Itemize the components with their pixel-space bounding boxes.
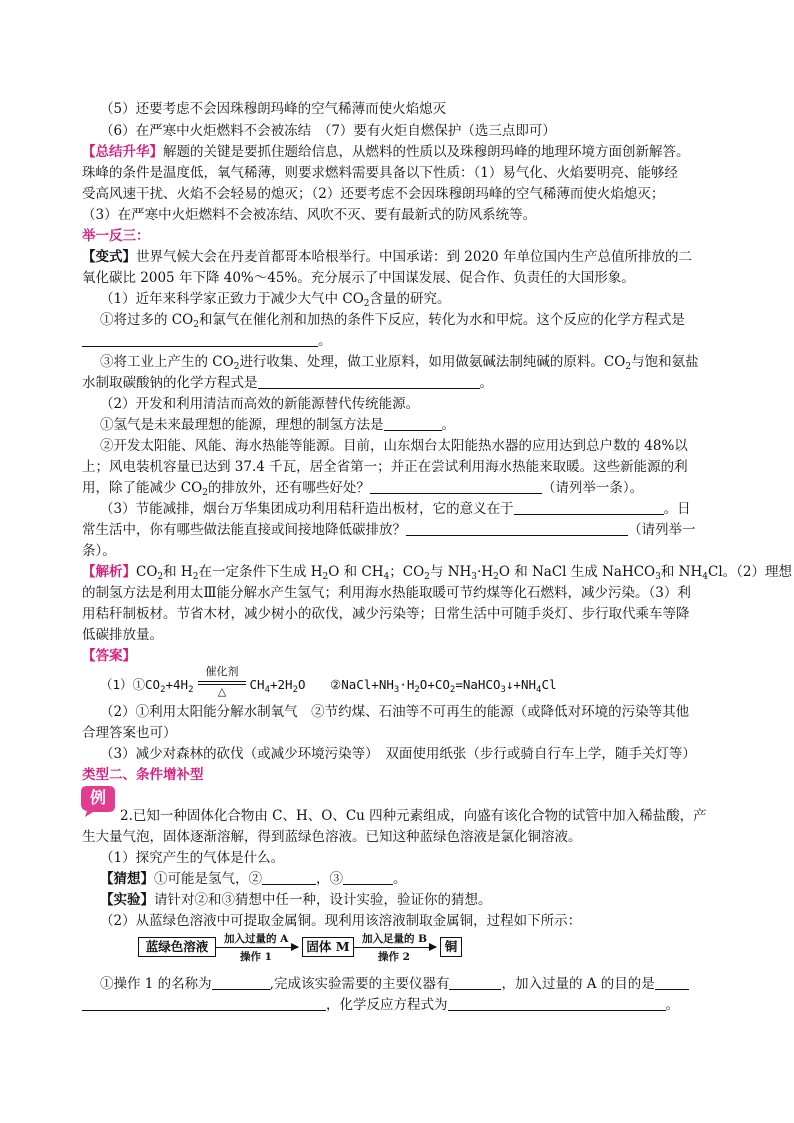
question-1-3: ③将工业上产生的 $CO_2$进行收集、处理，做工业原料，如用做氨碱法制纯碱的原料。$CO_2$与饱和氨盐 — [100, 354, 699, 372]
question-2-1: ①氢气是未来最理想的能源，理想的制氢方法是 。 — [100, 417, 455, 433]
experiment-line: 【实验】请针对②和③猜想中任一种，设计实验，验证你的猜想。 — [100, 892, 492, 908]
question-3: （3）节能减排，烟台万华集团成功利用秸秆造出板材，它的意义在于 。日 — [100, 501, 691, 517]
summary-line-4: （3）在严寒中火炬燃料不会被冻结、风吹不灭、要有最新式的防风系统等。 — [82, 207, 537, 223]
answer-2: （2）①利用太阳能分解水制氧气 ②节约煤、石油等不可再生的能源（或降低对环境的污染等其他 — [100, 704, 690, 720]
question-1-1-blank-line: 。 — [82, 331, 332, 351]
answer-2-cont: 合理答案也可） — [82, 725, 177, 741]
example-2-line-2: 生大量气泡，固体逐渐溶解，得到蓝绿色溶液。已知这种蓝绿色溶液是氯化铜溶液。 — [82, 829, 582, 845]
question-1-1: ①将过多的 $CO_2$和氯气在催化剂和加热的条件下反应，转化为水和甲烷。这个反应的化学方程式是 — [100, 312, 685, 330]
answer-blank[interactable] — [82, 332, 318, 347]
badge-text: 例 — [89, 788, 106, 807]
flow-arrow-1-label: 加入过量的 A — [224, 933, 289, 945]
answer-tag: 【答案】 — [82, 648, 136, 664]
answer-blank[interactable] — [514, 500, 664, 515]
flow-box-solid-m: 固体 M — [302, 937, 354, 957]
flow-arrow-2 — [354, 947, 436, 948]
answer-blank[interactable] — [262, 870, 316, 885]
flow-arrow-2-op: 操作 2 — [378, 951, 410, 963]
variant-line-1 — [82, 247, 692, 267]
answer-line-6-7: （6）在严寒中火炬燃料不会被冻结 （7）要有火炬自燃保护（选三点即可） — [100, 123, 556, 139]
example-2-q2: （2）从蓝绿色溶液中可提取金属铜。现利用该溶液制取金属铜，过程如下所示： — [100, 913, 582, 929]
question-2: （2）开发和利用清洁而高效的新能源替代传统能源。 — [100, 396, 420, 412]
operation-line-2: ，化学反应方程式为 。 — [82, 995, 679, 1015]
answer-blank[interactable] — [370, 479, 542, 494]
summary-text: 解题的关键是要抓住题给信息，从燃料的性质以及珠穆朗玛峰的地理环境方面创新解答。 — [163, 144, 690, 160]
analysis-line-2: 的制氢方法是利用太Ⅲ能分解水产生氢气；利用海水热能取暖可节约煤等化石燃料，减少污染。（3）利 — [82, 585, 691, 601]
analysis-line-1: 【解析】$CO_2$和 $H_2$在一定条件下生成 $H_2O$ 和 $CH_4$；$CO_2$与 $NH_3\cdot H_2O$ 和 NaCl 生成 NaHCO$_3$和 $NH_4Cl$。（2）理想 — [82, 564, 792, 582]
variant-line-2: 氧化碳比 2005 年下降 40%～45%。充分展示了中国谋发展、促合作、负责任的大国形象。 — [82, 270, 635, 286]
flow-box-solution: 蓝绿色溶液 — [138, 937, 216, 957]
summary-line-2: 珠峰的条件是温度低，氧气稀薄，则要求燃料需要具备以下性质：（1）易气化、火焰要明亮、能够经 — [82, 165, 678, 181]
question-1-3-cont: 水制取碳酸钠的化学方程式是 。 — [82, 375, 493, 391]
guess-line: 【猜想】①可能是氢气，② ，③ 。 — [100, 871, 407, 887]
answer-blank[interactable] — [258, 374, 480, 389]
answer-equation-2: $②NaCl+NH_3\cdot H_2O+CO_2=NaHCO_3↓+NH_4Cl$ — [330, 677, 557, 695]
answer-blank[interactable] — [212, 975, 270, 990]
answer-blank[interactable] — [406, 521, 628, 536]
summary-line-3: 受高风速干扰、火焰不会轻易的熄灭；（2）还要考虑不会因珠穆朗玛峰的空气稀薄而使火焰熄灭； — [82, 186, 665, 202]
question-2-2-cont2: 用，除了能减少 $CO_2$的排放外，还有哪些好处？ （请列举一条）。 — [82, 480, 644, 498]
answer-blank[interactable] — [82, 996, 326, 1011]
answer-blank[interactable] — [655, 975, 689, 990]
operation-line-1: ①操作 1 的名称为 ,完成该实验需要的主要仪器有 ，加入过量的 A 的目的是 — [100, 974, 689, 994]
analysis-line-4: 低碳排放量。 — [82, 627, 163, 643]
example-2-q1: （1）探究产生的气体是什么。 — [100, 850, 285, 866]
reaction-line — [198, 681, 246, 682]
answer-blank[interactable] — [449, 975, 501, 990]
catalyst-label: 催化剂 — [205, 665, 239, 678]
heading-practice: 举一反三： — [82, 228, 150, 244]
example-badge-icon — [79, 784, 117, 818]
answer-blank[interactable] — [343, 870, 393, 885]
example-2-line-1: 2.已知一种固体化合物由 C、H、O、Cu 四种元素组成，向盛有该化合物的试管中加入稀盐酸，产 — [120, 808, 707, 824]
variant-tag: 【变式】 — [82, 249, 136, 265]
experiment-tag: 【实验】 — [100, 892, 154, 908]
variant-text: 世界气候大会在丹麦首都哥本哈根举行。中国承诺：到 2020 年单位国内生产总值所排放的二 — [136, 249, 692, 265]
summary-tag: 【总结升华】 — [82, 144, 163, 160]
guess-tag: 【猜想】 — [100, 871, 154, 887]
question-2-2: ②开发太阳能、风能、海水热能等能源。目前，山东烟台太阳能热水器的应用达到总户数的 48%以 — [100, 438, 688, 454]
answer-3: （3）减少对森林的砍伐（或减少环境污染等） 双面使用纸张（步行或骑自行车上学，随手关灯等） — [100, 746, 696, 762]
answer-equation-1: $(1)①CO_2+4H_2$ $CH_4+2H_2O$ — [100, 677, 306, 695]
flow-arrow-1-op: 操作 1 — [240, 951, 272, 963]
flow-arrow-1 — [216, 947, 298, 948]
answer-line-5: （5）还要考虑不会因珠穆朗玛峰的空气稀薄而使火焰熄灭 — [100, 101, 447, 117]
answer-blank[interactable] — [384, 416, 442, 431]
flow-arrow-2-label: 加入足量的 B — [362, 933, 428, 945]
flow-box-copper: 铜 — [440, 937, 462, 957]
question-1: （1）近年来科学家正致力于减少大气中 $CO_2$含量的研究。 — [100, 291, 451, 309]
question-3-cont: 常生活中，你有哪些做法能直接或间接地降低碳排放？ （请列举一 — [82, 522, 696, 538]
heat-symbol: △ — [217, 685, 227, 698]
question-2-2-cont: 上；风电装机容量已达到 37.4 千瓦，居全省第一；并正在尝试利用海水热能来取暖。这些新能源的利 — [82, 459, 688, 475]
summary-line-1 — [82, 142, 690, 162]
answer-blank[interactable] — [448, 996, 666, 1011]
type2-heading: 类型二、条件增补型 — [82, 767, 204, 783]
analysis-tag: 【解析】 — [82, 564, 136, 580]
analysis-line-3: 用秸秆制板材。节省木材，减少树小的砍伐，减少污染等；日常生活中可随手炎灯、步行取代乘车等降 — [82, 606, 690, 622]
question-3-end: 条）。 — [82, 543, 116, 559]
